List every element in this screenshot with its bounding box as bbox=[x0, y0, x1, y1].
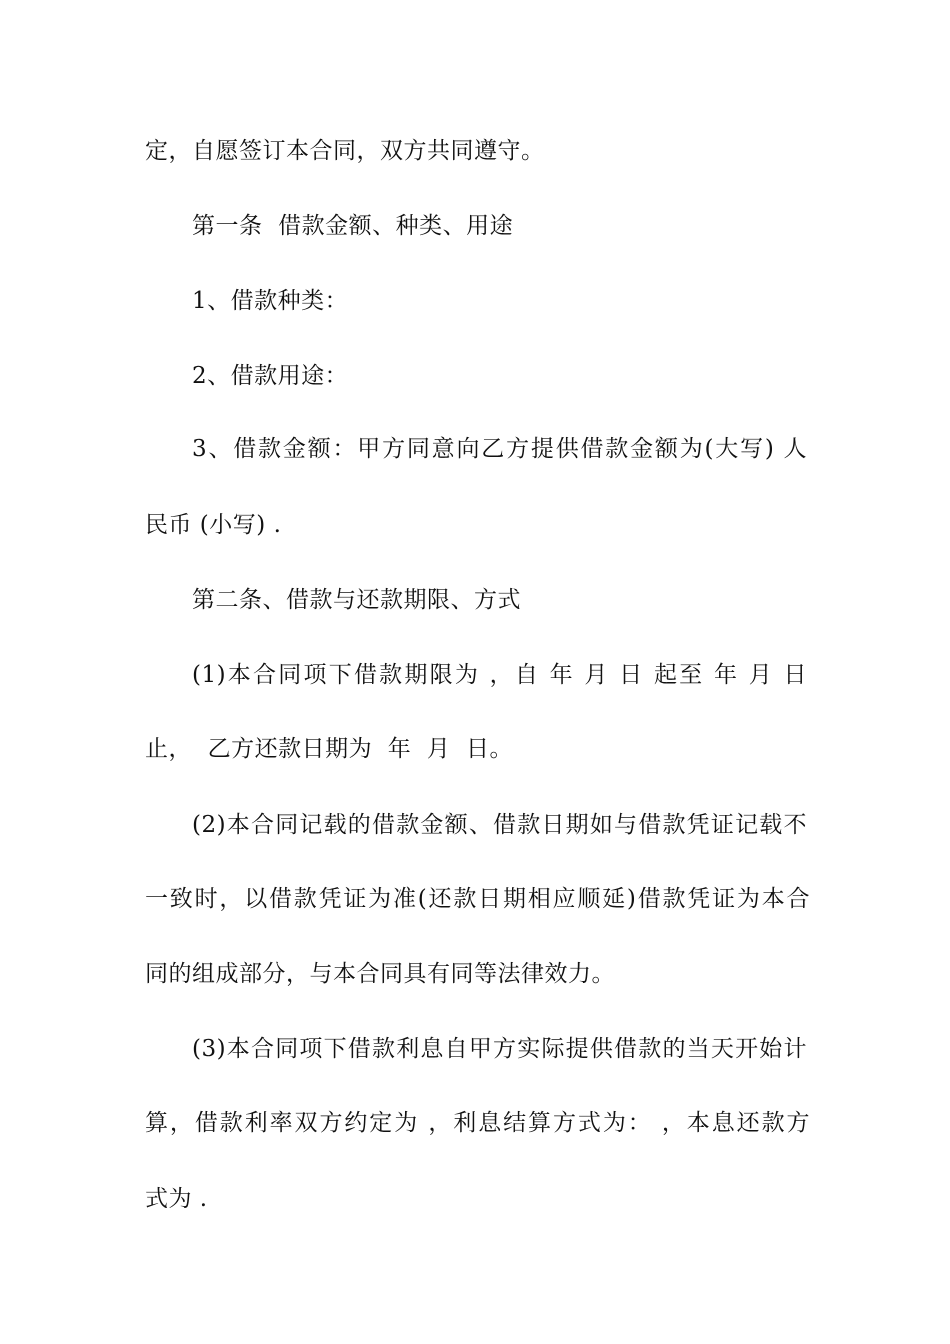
text-line: 民币 (小写) . bbox=[145, 512, 282, 538]
clause-line: (2)本合同记载的借款金额、借款日期如与借款凭证记载不 bbox=[192, 812, 807, 838]
text-line: 算，借款利率双方约定为 ，利息结算方式为： ，本息还款方 bbox=[145, 1110, 810, 1136]
article-heading: 第一条 借款金额、种类、用途 bbox=[192, 213, 514, 239]
text-line: 式为 . bbox=[145, 1186, 208, 1212]
text-line: 定，自愿签订本合同，双方共同遵守。 bbox=[145, 138, 545, 164]
list-item: 1、借款种类： bbox=[192, 288, 349, 314]
list-item: 2、借款用途： bbox=[192, 363, 349, 389]
article-heading: 第二条、借款与还款期限、方式 bbox=[192, 587, 521, 613]
text-line: 同的组成部分，与本合同具有同等法律效力。 bbox=[145, 961, 615, 987]
text-line: 止， 乙方还款日期为 年 月 日。 bbox=[145, 736, 513, 762]
text-line: 一致时，以借款凭证为准(还款日期相应顺延)借款凭证为本合 bbox=[145, 886, 810, 912]
list-item: 3、借款金额：甲方同意向乙方提供借款金额为(大写) 人 bbox=[192, 436, 807, 462]
clause-line: (3)本合同项下借款利息自甲方实际提供借款的当天开始计 bbox=[192, 1036, 807, 1062]
clause-line: (1)本合同项下借款期限为 ，自 年 月 日 起至 年 月 日 bbox=[192, 662, 807, 688]
